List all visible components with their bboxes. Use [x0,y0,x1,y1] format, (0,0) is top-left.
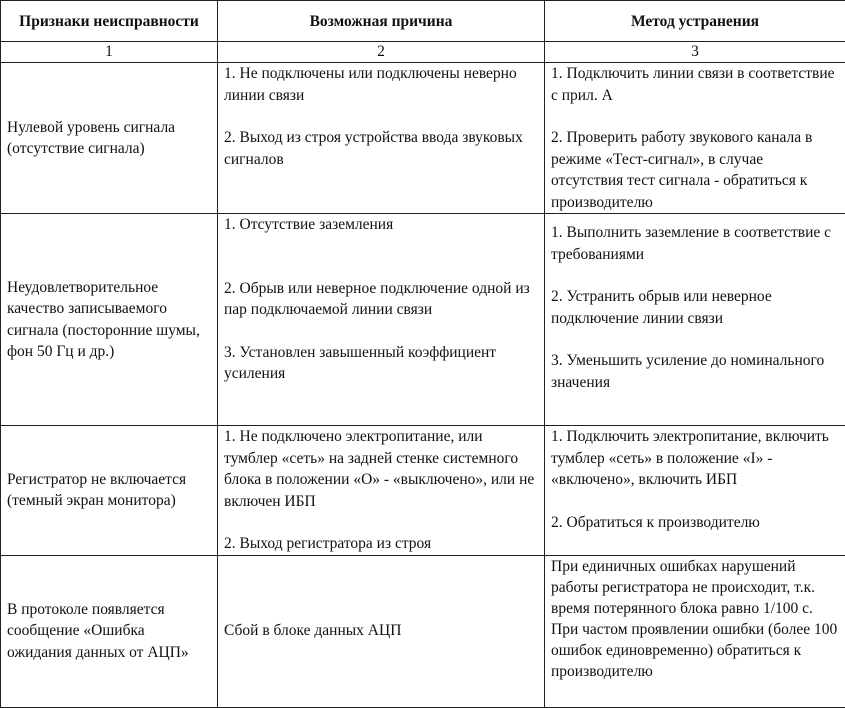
fix-cell [545,555,845,707]
cause-item: 1. Отсутствие заземления [224,214,538,236]
cause-item: 2. Выход из строя устройства ввода звуковых сигналов [224,127,538,170]
header-row [1,1,845,42]
fix-item: 3. Уменьшить усиление до номинального значения [551,350,839,393]
fix-item: При единичных ошибках нарушений работы регистратора не происходит, т.к. время потерянного блока равно 1/100 с. При частом проявлении ошибки (более 100 ошибок единовременно) обратиться к производителю [551,556,839,682]
table-row [1,426,845,556]
fix-item: 2. Проверить работу звукового канала в режиме «Тест-сигнал», в случае отсутствия тест сигнала - обратиться к производителю [551,127,839,213]
fix-cell [545,426,845,556]
symptom-cell: Нулевой уровень сигнала (отсутствие сигнала) [1,63,218,214]
header-cause: Возможная причина [218,1,545,42]
cause-cell [218,555,545,707]
fix-item: 2. Устранить обрыв или неверное подключение линии связи [551,286,839,329]
cause-cell [218,214,545,426]
table-row [1,214,845,426]
fix-item: 2. Обратиться к производителю [551,512,839,534]
column-number: 3 [545,42,845,63]
fix-cell [545,214,845,426]
fix-item: 1. Подключить линии связи в соответствие с прил. А [551,63,839,106]
header-fix: Метод устранения [545,1,845,42]
table-row [1,555,845,707]
column-number: 1 [1,42,218,63]
column-number-row [1,42,845,63]
cause-item: 3. Установлен завышенный коэффициент усиления [224,342,538,385]
symptom-cell: Регистратор не включается (темный экран монитора) [1,426,218,556]
symptom-cell: В протоколе появляется сообщение «Ошибка ожидания данных от АЦП» [1,555,218,707]
cause-cell [218,426,545,556]
cause-cell [218,63,545,214]
symptom-cell: Неудовлетворительное качество записываемого сигнала (посторонние шумы, фон 50 Гц и др.) [1,214,218,426]
cause-item: 1. Не подключено электропитание, или тумблер «сеть» на задней стенке системного блока в положении «О» - «выключено», или не включен ИБП [224,426,538,512]
header-symptoms: Признаки неисправности [1,1,218,42]
column-number: 2 [218,42,545,63]
cause-item: 1. Не подключены или подключены неверно линии связи [224,63,538,106]
cause-item: Сбой в блоке данных АЦП [224,620,538,642]
cause-item: 2. Выход регистратора из строя [224,533,538,555]
fix-item: 1. Подключить электропитание, включить тумблер «сеть» в положение «I» - «включено», включить ИБП [551,426,839,491]
cause-item: 2. Обрыв или неверное подключение одной из пар подключаемой линии связи [224,278,538,321]
fix-cell [545,63,845,214]
fix-item: 1. Выполнить заземление в соответствие с требованиями [551,222,839,265]
table-row [1,63,845,214]
